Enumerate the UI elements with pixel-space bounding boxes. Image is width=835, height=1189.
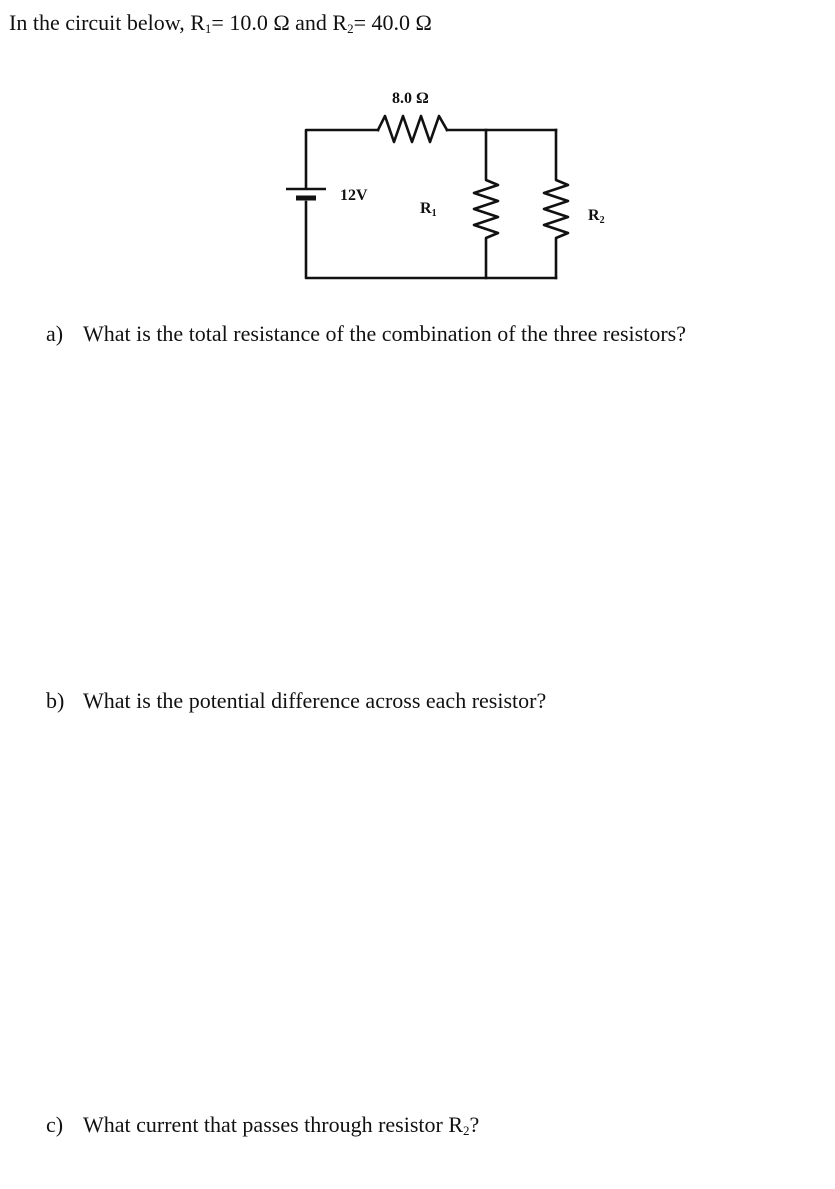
- battery-symbol: [286, 189, 326, 198]
- question-c-letter: c): [46, 1112, 64, 1137]
- intro-r1-value: = 10.0 Ω and R: [211, 10, 348, 35]
- r1-label-subscript: 1: [431, 208, 437, 219]
- question-a-letter: a): [46, 321, 64, 346]
- question-c: [46, 1110, 479, 1146]
- circuit-diagram: [270, 80, 620, 290]
- intro-r2-subscript: 2: [347, 21, 354, 36]
- series-resistor-symbol: [378, 116, 447, 142]
- question-c-subscript: 2: [463, 1123, 470, 1138]
- r2-resistor-symbol: [544, 130, 568, 278]
- question-c-tail: ?: [469, 1112, 480, 1137]
- question-b-text: What is the potential difference across each resistor?: [83, 688, 547, 713]
- problem-intro: [9, 8, 432, 44]
- r1-resistor-symbol: [474, 130, 498, 278]
- question-b-letter: b): [46, 688, 65, 713]
- question-a: [46, 319, 686, 349]
- r1-label: [420, 200, 437, 219]
- question-a-text: What is the total resistance of the combination of the three resistors?: [83, 321, 686, 346]
- intro-lead: In the circuit below, R: [9, 10, 205, 35]
- r1-label-letter: R: [420, 200, 432, 217]
- question-b: [46, 686, 546, 716]
- r2-label-letter: R: [588, 207, 600, 224]
- battery-label: 12V: [340, 187, 368, 204]
- r2-label-subscript: 2: [599, 215, 605, 226]
- intro-r1-subscript: 1: [204, 21, 212, 36]
- series-resistor-label: 8.0 Ω: [392, 90, 429, 107]
- question-c-text: What current that passes through resistor R: [83, 1112, 464, 1137]
- intro-r2-value: = 40.0 Ω: [353, 10, 432, 35]
- wire-top-left: [306, 130, 378, 188]
- r2-label: [588, 207, 605, 226]
